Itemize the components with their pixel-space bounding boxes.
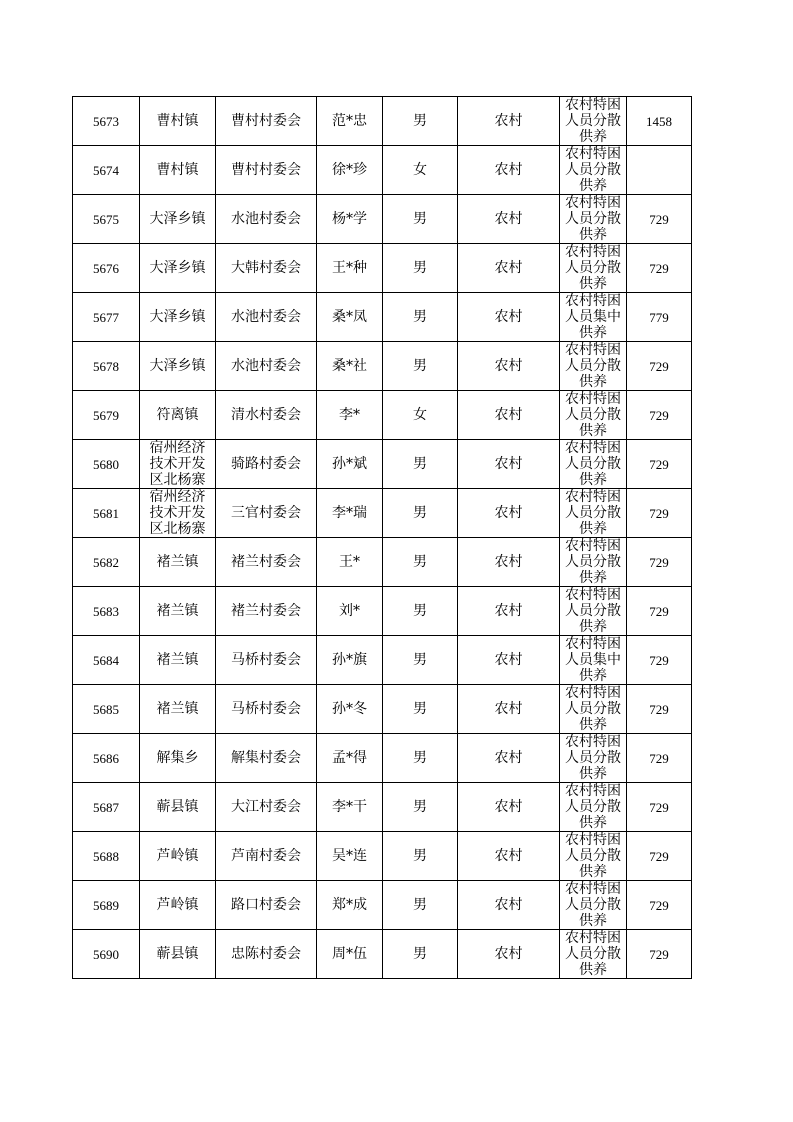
village-cell: 骑路村委会 [216, 440, 317, 489]
name-cell: 杨*学 [317, 195, 383, 244]
support-type-cell-line: 人员分散 [565, 505, 621, 521]
village-cell: 水池村委会 [216, 342, 317, 391]
town-cell: 褚兰镇 [140, 685, 216, 734]
support-type-cell-line: 供养 [579, 227, 607, 243]
support-type-cell-line: 供养 [579, 962, 607, 978]
support-type-cell [560, 734, 627, 783]
gender-cell: 男 [383, 342, 458, 391]
name-cell: 孙*旗 [317, 636, 383, 685]
record-id-cell: 5678 [73, 342, 140, 391]
support-type-cell [560, 930, 627, 979]
name-cell: 范*忠 [317, 97, 383, 146]
support-type-cell-line: 人员分散 [565, 113, 621, 129]
gender-cell: 男 [383, 734, 458, 783]
area-cell: 农村 [458, 244, 560, 293]
village-cell: 褚兰村委会 [216, 538, 317, 587]
amount-cell: 729 [627, 832, 692, 881]
town-cell: 蕲县镇 [140, 783, 216, 832]
amount-cell: 779 [627, 293, 692, 342]
support-type-cell-lines [560, 881, 626, 929]
support-type-cell-line: 人员分散 [565, 211, 621, 227]
support-type-cell-line: 供养 [579, 717, 607, 733]
amount-cell: 729 [627, 440, 692, 489]
support-type-cell-lines [560, 146, 626, 194]
record-id-cell: 5683 [73, 587, 140, 636]
amount-cell: 729 [627, 244, 692, 293]
village-cell: 马桥村委会 [216, 685, 317, 734]
support-type-cell-line: 供养 [579, 423, 607, 439]
support-type-cell-line: 人员集中 [565, 309, 621, 325]
amount-cell: 729 [627, 881, 692, 930]
support-type-cell [560, 832, 627, 881]
support-type-cell-line: 农村特困 [565, 293, 621, 309]
support-type-cell-line: 供养 [579, 815, 607, 831]
name-cell: 郑*成 [317, 881, 383, 930]
village-cell: 褚兰村委会 [216, 587, 317, 636]
support-type-cell-line: 农村特困 [565, 881, 621, 897]
support-type-cell-lines [560, 636, 626, 684]
support-type-cell [560, 685, 627, 734]
support-type-cell-line: 农村特困 [565, 930, 621, 946]
name-cell: 李*干 [317, 783, 383, 832]
support-type-cell-line: 人员分散 [565, 799, 621, 815]
support-type-cell-line: 农村特困 [565, 97, 621, 113]
support-type-cell [560, 587, 627, 636]
area-cell: 农村 [458, 440, 560, 489]
support-type-cell [560, 146, 627, 195]
support-type-cell-line: 农村特困 [565, 146, 621, 162]
support-type-cell-line: 农村特困 [565, 587, 621, 603]
support-type-cell [560, 489, 627, 538]
gender-cell: 女 [383, 391, 458, 440]
area-cell: 农村 [458, 783, 560, 832]
table-row [73, 930, 692, 979]
amount-cell: 729 [627, 783, 692, 832]
area-cell: 农村 [458, 832, 560, 881]
support-type-cell-lines [560, 391, 626, 439]
record-id-cell: 5677 [73, 293, 140, 342]
table-row [73, 881, 692, 930]
village-cell: 曹村村委会 [216, 146, 317, 195]
record-id-cell: 5680 [73, 440, 140, 489]
table-row [73, 685, 692, 734]
support-type-cell-line: 人员分散 [565, 407, 621, 423]
support-type-cell-line: 人员分散 [565, 701, 621, 717]
village-cell: 清水村委会 [216, 391, 317, 440]
table-row [73, 489, 692, 538]
town-cell: 褚兰镇 [140, 587, 216, 636]
support-type-cell-lines [560, 930, 626, 978]
village-cell: 水池村委会 [216, 293, 317, 342]
support-type-cell-line: 农村特困 [565, 440, 621, 456]
support-type-cell-line: 人员分散 [565, 946, 621, 962]
area-cell: 农村 [458, 146, 560, 195]
amount-cell: 729 [627, 734, 692, 783]
support-type-cell-line: 农村特困 [565, 244, 621, 260]
support-type-cell-lines [560, 832, 626, 880]
table-row [73, 97, 692, 146]
support-type-cell-lines [560, 342, 626, 390]
town-cell: 大泽乡镇 [140, 195, 216, 244]
town-cell: 符离镇 [140, 391, 216, 440]
support-type-cell-line: 供养 [579, 325, 607, 341]
gender-cell: 男 [383, 783, 458, 832]
support-type-cell [560, 244, 627, 293]
area-cell: 农村 [458, 636, 560, 685]
table-row [73, 538, 692, 587]
name-cell: 孙*冬 [317, 685, 383, 734]
town-cell-line: 区北杨寨 [149, 472, 206, 488]
support-type-cell-line: 人员分散 [565, 750, 621, 766]
record-id-cell: 5685 [73, 685, 140, 734]
support-type-cell-line: 人员分散 [565, 358, 621, 374]
name-cell: 李*瑞 [317, 489, 383, 538]
table-row [73, 342, 692, 391]
records-table-body [73, 97, 692, 979]
support-type-cell-line: 农村特困 [565, 734, 621, 750]
support-type-cell [560, 440, 627, 489]
support-type-cell [560, 636, 627, 685]
area-cell: 农村 [458, 685, 560, 734]
gender-cell: 男 [383, 440, 458, 489]
village-cell: 三官村委会 [216, 489, 317, 538]
support-type-cell-line: 供养 [579, 374, 607, 390]
support-type-cell-lines [560, 244, 626, 292]
town-cell: 大泽乡镇 [140, 244, 216, 293]
support-type-cell-line: 供养 [579, 864, 607, 880]
area-cell: 农村 [458, 97, 560, 146]
table-row [73, 146, 692, 195]
table-row [73, 636, 692, 685]
area-cell: 农村 [458, 930, 560, 979]
area-cell: 农村 [458, 538, 560, 587]
town-cell-lines [140, 440, 215, 488]
name-cell: 吴*连 [317, 832, 383, 881]
gender-cell: 男 [383, 244, 458, 293]
gender-cell: 男 [383, 538, 458, 587]
support-type-cell-line: 农村特困 [565, 342, 621, 358]
village-cell: 芦南村委会 [216, 832, 317, 881]
support-type-cell [560, 293, 627, 342]
town-cell-line: 技术开发 [149, 456, 206, 472]
amount-cell [627, 146, 692, 195]
record-id-cell: 5687 [73, 783, 140, 832]
record-id-cell: 5676 [73, 244, 140, 293]
village-cell: 大江村委会 [216, 783, 317, 832]
record-id-cell: 5674 [73, 146, 140, 195]
amount-cell: 729 [627, 636, 692, 685]
gender-cell: 男 [383, 195, 458, 244]
record-id-cell: 5686 [73, 734, 140, 783]
support-type-cell-lines [560, 97, 626, 145]
record-id-cell: 5688 [73, 832, 140, 881]
support-type-cell-line: 供养 [579, 766, 607, 782]
name-cell: 王*种 [317, 244, 383, 293]
support-type-cell-lines [560, 587, 626, 635]
name-cell: 刘* [317, 587, 383, 636]
table-row [73, 440, 692, 489]
amount-cell: 729 [627, 489, 692, 538]
area-cell: 农村 [458, 881, 560, 930]
table-row [73, 832, 692, 881]
support-type-cell-line: 农村特困 [565, 391, 621, 407]
town-cell: 曹村镇 [140, 146, 216, 195]
name-cell: 王* [317, 538, 383, 587]
table-row [73, 783, 692, 832]
support-type-cell-line: 供养 [579, 472, 607, 488]
town-cell: 蕲县镇 [140, 930, 216, 979]
town-cell-line: 区北杨寨 [149, 521, 206, 537]
amount-cell: 729 [627, 195, 692, 244]
area-cell: 农村 [458, 293, 560, 342]
area-cell: 农村 [458, 587, 560, 636]
support-type-cell-line: 人员集中 [565, 652, 621, 668]
village-cell: 马桥村委会 [216, 636, 317, 685]
support-type-cell-line: 人员分散 [565, 162, 621, 178]
area-cell: 农村 [458, 195, 560, 244]
record-id-cell: 5682 [73, 538, 140, 587]
support-type-cell-line: 人员分散 [565, 456, 621, 472]
record-id-cell: 5681 [73, 489, 140, 538]
amount-cell: 729 [627, 342, 692, 391]
support-type-cell-line: 供养 [579, 913, 607, 929]
table-row [73, 244, 692, 293]
support-type-cell-line: 农村特困 [565, 538, 621, 554]
area-cell: 农村 [458, 342, 560, 391]
support-type-cell [560, 881, 627, 930]
support-type-cell-line: 供养 [579, 276, 607, 292]
town-cell: 解集乡 [140, 734, 216, 783]
name-cell: 孙*斌 [317, 440, 383, 489]
record-id-cell: 5679 [73, 391, 140, 440]
record-id-cell: 5675 [73, 195, 140, 244]
town-cell-line: 技术开发 [149, 505, 206, 521]
town-cell: 大泽乡镇 [140, 342, 216, 391]
record-sheet [72, 96, 692, 979]
support-type-cell-line: 农村特困 [565, 195, 621, 211]
support-type-cell-lines [560, 489, 626, 537]
amount-cell: 1458 [627, 97, 692, 146]
support-type-cell-line: 人员分散 [565, 260, 621, 276]
gender-cell: 男 [383, 293, 458, 342]
support-type-cell-lines [560, 293, 626, 341]
support-type-cell [560, 783, 627, 832]
support-type-cell-lines [560, 440, 626, 488]
town-cell-line: 宿州经济 [149, 489, 206, 505]
area-cell: 农村 [458, 734, 560, 783]
town-cell [140, 440, 216, 489]
support-type-cell-line: 农村特困 [565, 685, 621, 701]
record-id-cell: 5673 [73, 97, 140, 146]
name-cell: 桑*社 [317, 342, 383, 391]
support-type-cell-line: 人员分散 [565, 554, 621, 570]
support-type-cell-lines [560, 685, 626, 733]
amount-cell: 729 [627, 685, 692, 734]
town-cell: 褚兰镇 [140, 636, 216, 685]
village-cell: 路口村委会 [216, 881, 317, 930]
table-row [73, 587, 692, 636]
records-table [72, 96, 692, 979]
support-type-cell-line: 供养 [579, 570, 607, 586]
support-type-cell-line: 供养 [579, 619, 607, 635]
support-type-cell-line: 供养 [579, 178, 607, 194]
name-cell: 徐*珍 [317, 146, 383, 195]
gender-cell: 男 [383, 97, 458, 146]
table-row [73, 734, 692, 783]
table-row [73, 391, 692, 440]
support-type-cell-line: 供养 [579, 129, 607, 145]
record-id-cell: 5684 [73, 636, 140, 685]
town-cell: 褚兰镇 [140, 538, 216, 587]
support-type-cell [560, 97, 627, 146]
village-cell: 忠陈村委会 [216, 930, 317, 979]
table-row [73, 293, 692, 342]
area-cell: 农村 [458, 391, 560, 440]
support-type-cell-lines [560, 538, 626, 586]
town-cell: 大泽乡镇 [140, 293, 216, 342]
support-type-cell-line: 农村特困 [565, 783, 621, 799]
gender-cell: 男 [383, 832, 458, 881]
support-type-cell-line: 人员分散 [565, 897, 621, 913]
name-cell: 李* [317, 391, 383, 440]
village-cell: 水池村委会 [216, 195, 317, 244]
village-cell: 解集村委会 [216, 734, 317, 783]
gender-cell: 男 [383, 881, 458, 930]
support-type-cell-line: 供养 [579, 521, 607, 537]
amount-cell: 729 [627, 587, 692, 636]
name-cell: 孟*得 [317, 734, 383, 783]
support-type-cell [560, 538, 627, 587]
gender-cell: 女 [383, 146, 458, 195]
support-type-cell-line: 农村特困 [565, 636, 621, 652]
support-type-cell-line: 农村特困 [565, 832, 621, 848]
gender-cell: 男 [383, 930, 458, 979]
town-cell-lines [140, 489, 215, 537]
support-type-cell-line: 人员分散 [565, 603, 621, 619]
name-cell: 周*伍 [317, 930, 383, 979]
support-type-cell-line: 农村特困 [565, 489, 621, 505]
support-type-cell-lines [560, 783, 626, 831]
amount-cell: 729 [627, 930, 692, 979]
support-type-cell-line: 供养 [579, 668, 607, 684]
town-cell: 芦岭镇 [140, 832, 216, 881]
table-row [73, 195, 692, 244]
town-cell: 芦岭镇 [140, 881, 216, 930]
support-type-cell [560, 342, 627, 391]
village-cell: 大韩村委会 [216, 244, 317, 293]
gender-cell: 男 [383, 489, 458, 538]
gender-cell: 男 [383, 587, 458, 636]
support-type-cell-line: 人员分散 [565, 848, 621, 864]
name-cell: 桑*凤 [317, 293, 383, 342]
gender-cell: 男 [383, 636, 458, 685]
amount-cell: 729 [627, 391, 692, 440]
gender-cell: 男 [383, 685, 458, 734]
support-type-cell [560, 195, 627, 244]
town-cell [140, 489, 216, 538]
record-id-cell: 5690 [73, 930, 140, 979]
amount-cell: 729 [627, 538, 692, 587]
record-id-cell: 5689 [73, 881, 140, 930]
town-cell: 曹村镇 [140, 97, 216, 146]
support-type-cell-lines [560, 734, 626, 782]
support-type-cell-lines [560, 195, 626, 243]
area-cell: 农村 [458, 489, 560, 538]
town-cell-line: 宿州经济 [149, 440, 206, 456]
support-type-cell [560, 391, 627, 440]
village-cell: 曹村村委会 [216, 97, 317, 146]
